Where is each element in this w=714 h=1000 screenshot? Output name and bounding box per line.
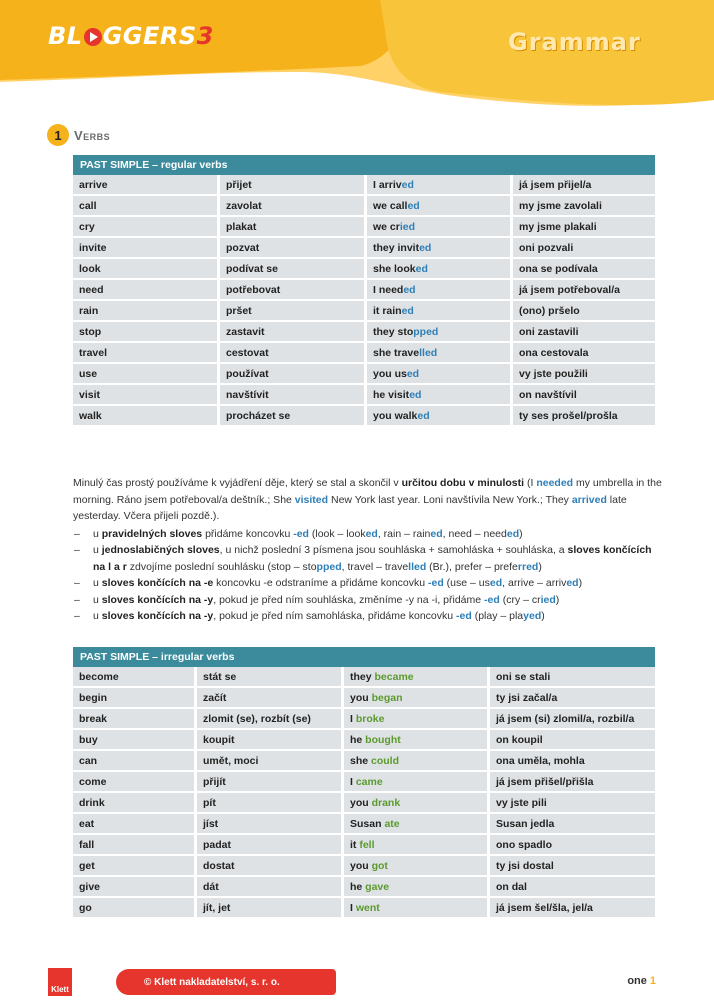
- past-translation-cell: vy jste pili: [490, 793, 655, 814]
- past-form: fell: [359, 838, 375, 851]
- rule-text: yed: [523, 610, 542, 622]
- verb-translation-cell: dostat: [197, 856, 344, 877]
- table-row: [73, 259, 655, 280]
- past-subject: he: [350, 733, 366, 746]
- verb-translation-cell: cestovat: [220, 343, 367, 364]
- past-translation-cell: ty jsi dostal: [490, 856, 655, 877]
- regular-verbs-table: [73, 155, 655, 427]
- past-translation-cell: ty jsi začal/a: [490, 688, 655, 709]
- verb-translation-cell: padat: [197, 835, 344, 856]
- past-form-cell: [367, 385, 513, 406]
- past-form-cell: [344, 751, 490, 772]
- past-ending: ied: [399, 220, 416, 233]
- past-form-cell: [367, 343, 513, 364]
- past-form: began: [371, 691, 403, 704]
- verb-translation-cell: používat: [220, 364, 367, 385]
- rule-text: -ed: [428, 577, 444, 589]
- past-translation-cell: vy jste použili: [513, 364, 655, 385]
- verb-base-cell: need: [73, 280, 220, 301]
- past-form: came: [355, 775, 383, 788]
- verb-translation-cell: potřebovat: [220, 280, 367, 301]
- verb-base-cell: go: [73, 898, 197, 919]
- verb-translation-cell: umět, moci: [197, 751, 344, 772]
- past-translation-cell: on navštívil: [513, 385, 655, 406]
- past-translation-cell: oni zastavili: [513, 322, 655, 343]
- verb-base-cell: come: [73, 772, 197, 793]
- table-row: [73, 772, 655, 793]
- past-ending: ed: [417, 409, 430, 422]
- table-row: [73, 196, 655, 217]
- past-stem: he visit: [373, 388, 410, 401]
- past-subject: I: [350, 775, 356, 788]
- rule-text: zdvojíme poslední souhlásku (stop – sto: [126, 560, 317, 573]
- spelling-rules-list: [73, 526, 663, 625]
- past-translation-cell: já jsem potřeboval/a: [513, 280, 655, 301]
- past-form: gave: [365, 880, 390, 893]
- brand-logo: BL GGERS3: [48, 22, 214, 50]
- rule-text: ): [541, 610, 545, 622]
- past-form-cell: [344, 709, 490, 730]
- past-form-cell: [344, 898, 490, 919]
- verb-base-cell: rain: [73, 301, 220, 322]
- past-form-cell: [367, 217, 513, 238]
- page-title: Grammar: [508, 28, 641, 56]
- table-row: [73, 835, 655, 856]
- past-translation-cell: oni pozvali: [513, 238, 655, 259]
- rule-text: ed: [489, 577, 503, 589]
- explanation-paragraph: Minulý čas prostý používáme k vyjádření děje, který se stal a skončil v určitou dobu v minulosti (I needed my umbrella in the morning. Ráno jsem potřeboval/a deštník.; She visited New York last year. Loni navštívila New York.; They arrived late yesterday. Včera přijeli pozdě.).: [73, 477, 662, 522]
- past-form-cell: [344, 856, 490, 877]
- verb-base-cell: become: [73, 667, 197, 688]
- table-row: [73, 217, 655, 238]
- past-translation-cell: já jsem přijel/a: [513, 175, 655, 196]
- verb-base-cell: walk: [73, 406, 220, 427]
- past-ending: ed: [407, 199, 420, 212]
- past-subject: you: [350, 691, 372, 704]
- past-form-cell: [367, 280, 513, 301]
- rule-text: rred: [517, 560, 539, 573]
- past-form-cell: [344, 688, 490, 709]
- past-translation-cell: já jsem (si) zlomil/a, rozbil/a: [490, 709, 655, 730]
- rule-text: sloves končících na -y: [101, 593, 214, 606]
- past-translation-cell: on koupil: [490, 730, 655, 751]
- verb-translation-cell: zastavit: [220, 322, 367, 343]
- past-form-cell: [367, 238, 513, 259]
- verb-base-cell: visit: [73, 385, 220, 406]
- page-header: [0, 0, 714, 110]
- table-row: [73, 688, 655, 709]
- table-row: [73, 280, 655, 301]
- rule-text: sloves končících na -y: [101, 610, 214, 622]
- past-translation-cell: ona se podívala: [513, 259, 655, 280]
- verb-translation-cell: zlomit (se), rozbít (se): [197, 709, 344, 730]
- past-translation-cell: ona uměla, mohla: [490, 751, 655, 772]
- rule-text: u: [93, 527, 102, 540]
- past-form-cell: [344, 793, 490, 814]
- table-row: [73, 730, 655, 751]
- rule-text: , pokud je před ním souhláska, změníme -y na -i, přidáme: [213, 593, 485, 606]
- rule-text: , need – need: [442, 527, 507, 540]
- rule-text: -ed: [456, 610, 472, 622]
- irregular-verbs-heading: PAST SIMPLE – irregular verbs: [73, 647, 655, 667]
- past-form-cell: [367, 322, 513, 343]
- past-form: got: [371, 859, 388, 872]
- verb-translation-cell: pršet: [220, 301, 367, 322]
- past-form: became: [374, 670, 414, 683]
- past-stem: they sto: [373, 325, 414, 338]
- verb-translation-cell: procházet se: [220, 406, 367, 427]
- past-subject: she: [350, 754, 372, 767]
- past-subject: it: [350, 838, 360, 851]
- past-translation-cell: Susan jedla: [490, 814, 655, 835]
- rule-text: , travel – trave: [341, 560, 409, 573]
- past-form: drank: [371, 796, 401, 809]
- past-ending: ed: [406, 367, 420, 380]
- past-translation-cell: my jsme plakali: [513, 217, 655, 238]
- past-form-cell: [367, 406, 513, 427]
- table-row: [73, 877, 655, 898]
- rule-text: , u nichž poslední 3 písmena jsou souhláska + samohláska + souhláska, a: [219, 544, 568, 556]
- past-ending: pped: [413, 325, 439, 338]
- rule-text: ed: [506, 527, 520, 540]
- past-subject: they: [350, 670, 375, 683]
- table-row: [73, 856, 655, 877]
- rule-text: u: [93, 593, 102, 606]
- list-item: [73, 592, 663, 609]
- verb-translation-cell: začít: [197, 688, 344, 709]
- past-stem: I arriv: [373, 178, 402, 191]
- past-form-cell: [344, 730, 490, 751]
- verb-base-cell: begin: [73, 688, 197, 709]
- past-form: could: [371, 754, 400, 767]
- past-ending: lled: [419, 346, 438, 359]
- table-row: [73, 322, 655, 343]
- verb-base-cell: eat: [73, 814, 197, 835]
- past-form-cell: [367, 301, 513, 322]
- rule-text: ed: [566, 577, 579, 589]
- past-subject: he: [350, 880, 366, 893]
- past-form-cell: [344, 814, 490, 835]
- past-form: ate: [384, 817, 400, 830]
- rule-text: (look – look: [308, 527, 366, 540]
- table-row: [73, 667, 655, 688]
- table-row: [73, 751, 655, 772]
- past-subject: Susan: [350, 817, 385, 830]
- verb-base-cell: drink: [73, 793, 197, 814]
- list-item: [73, 608, 663, 625]
- verb-base-cell: cry: [73, 217, 220, 238]
- past-subject: I: [350, 712, 356, 725]
- table-row: [73, 898, 655, 919]
- rule-text: lled: [408, 560, 427, 573]
- rule-text: pravidelných sloves: [101, 527, 203, 540]
- regular-verbs-heading: PAST SIMPLE – regular verbs: [73, 155, 655, 175]
- verb-translation-cell: navštívit: [220, 385, 367, 406]
- rule-text: -ed: [293, 527, 309, 540]
- past-form: bought: [365, 733, 401, 746]
- past-ending: ed: [409, 388, 422, 401]
- past-form-cell: [367, 364, 513, 385]
- past-translation-cell: ona cestovala: [513, 343, 655, 364]
- rule-text: -ed: [484, 593, 500, 606]
- rule-text: koncovku -e odstraníme a přidáme koncovku: [213, 577, 429, 589]
- past-form-cell: [367, 175, 513, 196]
- verb-base-cell: travel: [73, 343, 220, 364]
- verb-translation-cell: plakat: [220, 217, 367, 238]
- irregular-verbs-table: [73, 647, 655, 919]
- table-row: [73, 814, 655, 835]
- past-stem: they invit: [373, 241, 420, 254]
- past-subject: I: [350, 901, 356, 914]
- verb-base-cell: use: [73, 364, 220, 385]
- past-translation-cell: oni se stali: [490, 667, 655, 688]
- past-form-cell: [367, 196, 513, 217]
- verb-base-cell: get: [73, 856, 197, 877]
- list-item: [73, 575, 663, 592]
- rule-text: u: [93, 610, 102, 622]
- past-stem: you walk: [373, 409, 418, 422]
- past-stem: we call: [373, 199, 408, 212]
- play-icon: [84, 28, 102, 46]
- table-row: [73, 406, 655, 427]
- rule-text: sloves končících na l a r: [93, 544, 652, 573]
- verb-base-cell: break: [73, 709, 197, 730]
- verb-translation-cell: pít: [197, 793, 344, 814]
- past-form-cell: [344, 772, 490, 793]
- past-translation-cell: já jsem přišel/přišla: [490, 772, 655, 793]
- past-form-cell: [367, 259, 513, 280]
- verb-translation-cell: stát se: [197, 667, 344, 688]
- past-subject: you: [350, 859, 372, 872]
- table-row: [73, 301, 655, 322]
- verb-base-cell: invite: [73, 238, 220, 259]
- past-ending: ed: [401, 178, 414, 191]
- rule-text: u: [93, 577, 102, 589]
- section-number-badge: 1: [47, 124, 69, 146]
- past-ending: ed: [419, 241, 432, 254]
- rule-text: pped: [316, 560, 342, 573]
- past-stem: it rain: [373, 304, 402, 317]
- table-row: [73, 709, 655, 730]
- past-form: went: [355, 901, 380, 914]
- past-stem: you us: [373, 367, 407, 380]
- past-stem: I need: [373, 283, 404, 296]
- past-subject: you: [350, 796, 372, 809]
- klett-logo: Klett: [48, 968, 72, 996]
- verb-base-cell: arrive: [73, 175, 220, 196]
- rule-text: ): [555, 593, 560, 606]
- verb-base-cell: give: [73, 877, 197, 898]
- verb-translation-cell: dát: [197, 877, 344, 898]
- past-form-cell: [344, 835, 490, 856]
- rule-text: (cry – cr: [499, 593, 541, 606]
- past-ending: ed: [401, 304, 414, 317]
- publisher-bar: © Klett nakladatelství, s. r. o.: [116, 969, 336, 995]
- table-row: [73, 343, 655, 364]
- past-translation-cell: já jsem šel/šla, jel/a: [490, 898, 655, 919]
- rule-text: přidáme koncovku: [202, 527, 294, 540]
- past-translation-cell: (ono) pršelo: [513, 301, 655, 322]
- verb-base-cell: fall: [73, 835, 197, 856]
- past-stem: she look: [373, 262, 416, 275]
- verb-base-cell: can: [73, 751, 197, 772]
- page-number: one 1: [627, 975, 656, 987]
- rule-text: u: [93, 544, 102, 556]
- verb-translation-cell: jíst: [197, 814, 344, 835]
- verb-translation-cell: pozvat: [220, 238, 367, 259]
- table-row: [73, 793, 655, 814]
- past-ending: ed: [403, 283, 416, 296]
- verb-base-cell: buy: [73, 730, 197, 751]
- rule-text: (use – us: [443, 577, 490, 589]
- verb-base-cell: call: [73, 196, 220, 217]
- past-stem: she trave: [373, 346, 420, 359]
- section-title: Verbs: [74, 127, 111, 143]
- rule-text: (play – pla: [471, 610, 524, 622]
- verb-translation-cell: přijít: [197, 772, 344, 793]
- list-item: [73, 542, 663, 575]
- rule-text: ed: [430, 527, 443, 540]
- table-row: [73, 175, 655, 196]
- rule-text: , pokud je před ním samohláska, přidáme koncovku: [213, 610, 457, 622]
- table-row: [73, 364, 655, 385]
- section-heading: [47, 124, 110, 146]
- past-translation-cell: my jsme zavolali: [513, 196, 655, 217]
- rule-text: , arrive – arriv: [502, 577, 567, 589]
- table-row: [73, 238, 655, 259]
- rule-text: ed: [365, 527, 378, 540]
- verb-translation-cell: podívat se: [220, 259, 367, 280]
- rule-text: (Br.), prefer – prefe: [426, 560, 518, 573]
- past-translation-cell: ono spadlo: [490, 835, 655, 856]
- table-row: [73, 385, 655, 406]
- verb-translation-cell: přijet: [220, 175, 367, 196]
- verb-base-cell: stop: [73, 322, 220, 343]
- explanation-text: [73, 475, 663, 625]
- rule-text: , rain – rain: [377, 527, 431, 540]
- past-form-cell: [344, 667, 490, 688]
- rule-text: ): [519, 527, 523, 540]
- verb-translation-cell: jít, jet: [197, 898, 344, 919]
- past-stem: we cr: [373, 220, 400, 233]
- verb-base-cell: look: [73, 259, 220, 280]
- list-item: [73, 526, 663, 543]
- past-ending: ed: [415, 262, 428, 275]
- past-translation-cell: ty ses prošel/prošla: [513, 406, 655, 427]
- verb-translation-cell: koupit: [197, 730, 344, 751]
- rule-text: sloves končících na -e: [101, 577, 214, 589]
- rule-text: ied: [540, 593, 556, 606]
- rule-text: ): [578, 577, 583, 589]
- rule-text: ): [538, 560, 542, 573]
- past-form-cell: [344, 877, 490, 898]
- past-form: broke: [355, 712, 385, 725]
- rule-text: jednoslabičných sloves: [101, 544, 220, 556]
- verb-translation-cell: zavolat: [220, 196, 367, 217]
- past-translation-cell: on dal: [490, 877, 655, 898]
